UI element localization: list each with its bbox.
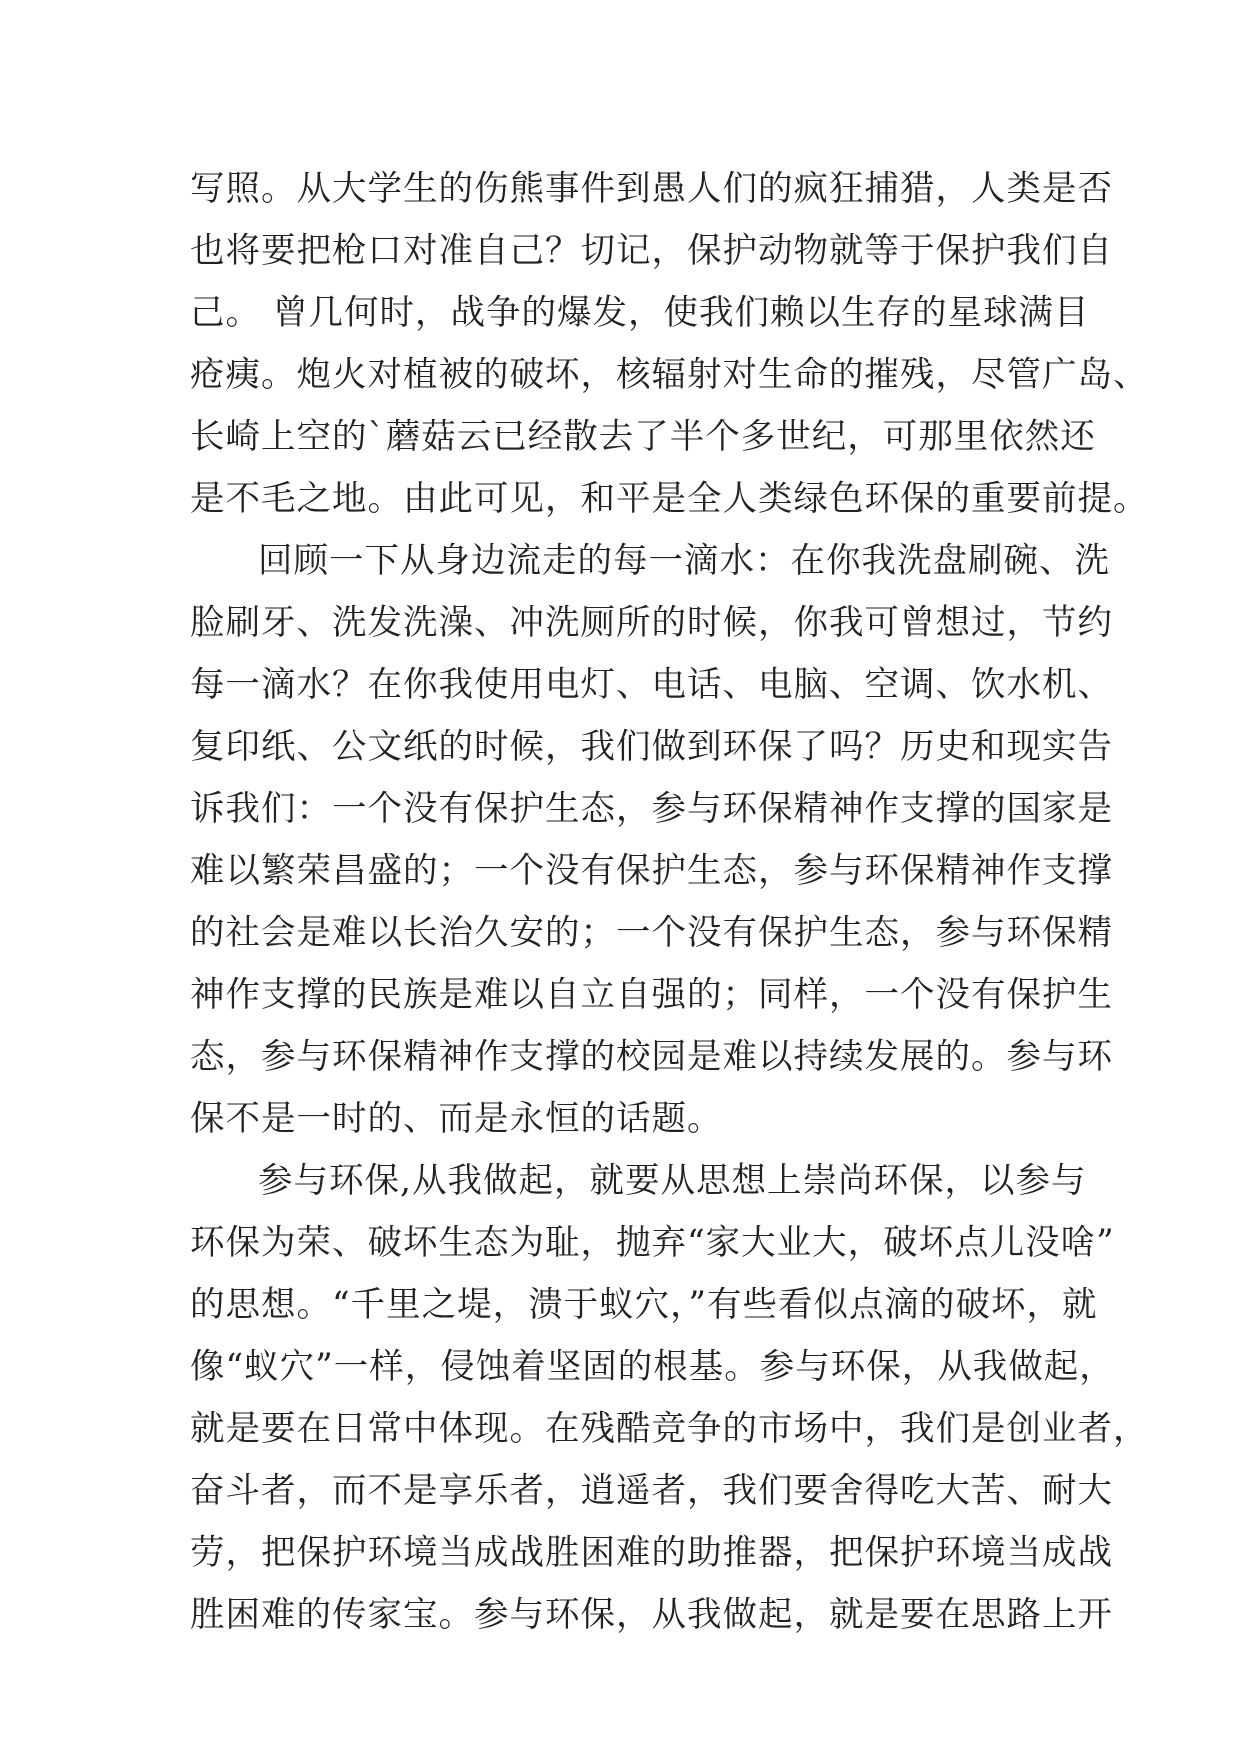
text-line: 胜困难的传家宝。参与环保，从我做起，就是要在思路上开 [190,1595,1113,1635]
text-line: 保不是一时的、而是永恒的话题。 [190,1099,723,1139]
text-line: 己。 曾几何时，战争的爆发，使我们赖以生存的星球满目 [190,293,1090,333]
text-line: 态，参与环保精神作支撑的校园是难以持续发展的。参与环 [190,1037,1113,1077]
text-line: 复印纸、公文纸的时候，我们做到环保了吗？历史和现实告 [190,727,1113,767]
text-line: 的社会是难以长治久安的；一个没有保护生态，参与环保精 [190,913,1113,953]
paragraph-first-line: 参与环保,从我做起，就要从思想上崇尚环保，以参与 [258,1161,1087,1201]
text-line: 劳，把保护环境当成战胜困难的助推器，把保护环境当成战 [190,1533,1113,1573]
text-line: 也将要把枪口对准自己？切记，保护动物就等于保护我们自 [190,231,1113,271]
text-line: 是不毛之地。由此可见，和平是全人类绿色环保的重要前提。 [190,479,1149,519]
text-line: 的思想。“千里之堤，溃于蚁穴，”有些看似点滴的破坏，就 [190,1285,1098,1325]
text-line: 疮痍。炮火对植被的破坏，核辐射对生命的摧残，尽管广岛、 [190,355,1149,395]
text-line: 每一滴水？在你我使用电灯、电话、电脑、空调、饮水机、 [190,665,1113,705]
paragraph-first-line: 回顾一下从身边流走的每一滴水：在你我洗盘刷碗、洗 [258,541,1110,581]
text-line: 诉我们：一个没有保护生态，参与环保精神作支撑的国家是 [190,789,1113,829]
text-line: 难以繁荣昌盛的；一个没有保护生态，参与环保精神作支撑 [190,851,1113,891]
text-line: 像“蚁穴”一样，侵蚀着坚固的根基。参与环保，从我做起， [190,1347,1115,1387]
text-line: 脸刷牙、洗发洗澡、冲洗厕所的时候，你我可曾想过，节约 [190,603,1113,643]
text-line: 奋斗者，而不是享乐者，逍遥者，我们要舍得吃大苦、耐大 [190,1471,1113,1511]
text-line: 环保为荣、破坏生态为耻，抛弃“家大业大，破坏点儿没啥” [190,1223,1115,1263]
text-line: 长崎上空的`蘑菇云已经散去了半个多世纪，可那里依然还 [190,417,1096,457]
text-line: 神作支撑的民族是难以自立自强的；同样，一个没有保护生 [190,975,1113,1015]
text-line: 写照。从大学生的伤熊事件到愚人们的疯狂捕猎，人类是否 [190,169,1113,209]
body-text [190,158,1149,1646]
text-line: 就是要在日常中体现。在残酷竞争的市场中，我们是创业者， [190,1409,1149,1449]
